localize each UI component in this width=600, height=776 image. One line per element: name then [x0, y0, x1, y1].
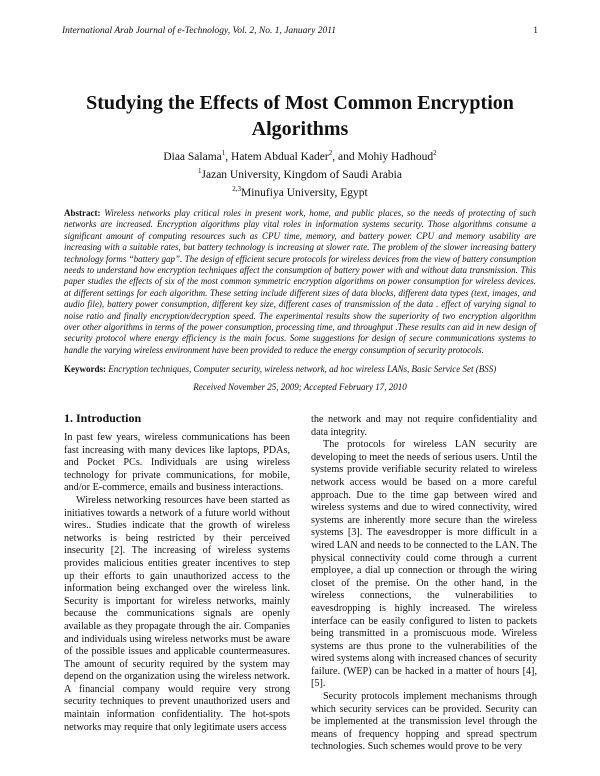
page-number: 1 [533, 26, 538, 36]
abstract-label: Abstract: [64, 208, 101, 218]
paragraph: The protocols for wireless LAN security are developing to meet the needs of serious users. Until the systems provide verifiable security related to wireless network access would be based on a more careful approach. Due to the time gap between wired and wireless systems and due to wired connectivity, wired systems are inherently more secure than the wireless systems [3]. The eavesdropper is more difficult in a wired LAN and needs to be connected to the LAN. The physical connectivity could come through a current employee, a dial up connection or through the wiring closet of the premise. On the other hand, in the wireless connections, the vulnerabilities to eavesdropping is highly increased. The wireless interface can be easily configured to listen to packets being transmitted in a promiscuous mode. Wireless systems are thus prone to the vulnerabilities of the wired systems along with increased chances of security failure. (WEP) can be hacked in a matter of hours [4], [5]. [311, 439, 537, 690]
received-dates: Received November 25, 2009; Accepted February 17, 2010 [193, 382, 407, 392]
keywords-text: Encryption techniques, Computer security, wireless network, ad hoc wireless LANs, Basic Service Set (BSS) [108, 364, 497, 374]
author-name: Diaa Salama [163, 150, 222, 163]
affiliation: Jazan University, Kingdom of Saudi Arabia [201, 168, 402, 181]
author-block [40, 146, 560, 199]
author-affil-mark: 1 [221, 149, 226, 157]
affil-mark: 2,3 [232, 184, 242, 193]
paragraph: Wireless networking resources have been started as initiatives towards a network of a future world without wires.. Studies indicate that the growth of wireless networks is being restricted by their perceived insecurity [2]. The increasing of wireless systems provides malicious entities greater incentives to step up their efforts to gain unauthorized access to the information being exchanged over the wireless link. Security is important for wireless networks, mainly because the communications signals are openly available as they propagate through the air. Companies and individuals using wireless networks must be aware of the possible issues and applicable countermeasures. The amount of security required by the system may depend on the organization using the wireless network. A financial company would require very strong security techniques to prevent unauthorized users and maintain information confidentiality. The hot-spots networks may require that only legitimate users access [64, 494, 290, 733]
abstract [64, 208, 536, 356]
abstract-text: Wireless networks play critical roles in present work, home, and public places, so the needs of protecting of such networks are increased. Encryption algorithms play vital roles in information systems security. Those algorithms consume a significant amount of computing resources such as CPU time, memory, and battery power. CPU and memory usability are increasing with a suitable rates, but battery technology is increasing at slower rate. The problem of the slower increasing battery technology forms “battery gap”. The design of efficient secure protocols for wireless devices from the view of battery consumption needs to understand how encryption techniques affect the consumption of battery power with and without data transmission. This paper studies the effects of six of the most common symmetric encryption algorithms on power consumption for wireless devices. at different settings for each algorithm. These setting include different sizes of data blocks, different data types (text, images, and audio file), battery power consumption, different key size, different cases of transmission of the data . effect of varying signal to noise ratio and finally encryption/decryption speed. The experimental results show the superiority of two encryption algorithm over other algorithms in terms of the power consumption, processing time, and throughput .These results can aid in new design of security protocol where energy efficiency is the main focus. Some suggestions for design of secure communications systems to handle the varying wireless environment have been provided to reduce the energy consumption of security protocols. [64, 208, 536, 355]
author-line [40, 146, 560, 164]
keywords-label: Keywords: [64, 364, 106, 374]
journal-citation: International Arab Journal of e-Technology, Vol. 2, No. 1, January 2011 [62, 26, 336, 36]
left-column [64, 432, 290, 734]
affiliation-line [40, 182, 560, 200]
affil-mark: 1 [198, 166, 202, 175]
author-name: , Hatem Abdual Kader [225, 150, 329, 163]
paragraph: In past few years, wireless communications has been fast increasing with many devices like laptops, PDAs, and Pocket PCs. Individuals are using wireless technology for private communications, for mobile, and/or E-commerce, emails and business interactions. [64, 432, 290, 494]
affiliation-line [40, 164, 560, 182]
right-column [311, 414, 537, 754]
author-affil-mark: 2 [328, 149, 333, 157]
affiliation: Minufiya University, Egypt [241, 186, 368, 199]
author-name: , and Mohiy Hadhoud [332, 150, 434, 163]
paper-title: Studying the Effects of Most Common Encryption Algorithms [86, 92, 514, 140]
paragraph: Security protocols implement mechanisms through which security services can be provided. Security can be implemented at the transmission level through the means of frequency hopping and spread spectrum technologies. Such schemes would prove to be very [311, 691, 537, 753]
keywords [64, 364, 536, 375]
author-affil-mark: 2 [433, 149, 437, 157]
section-heading: 1. Introduction [64, 411, 142, 425]
running-head [62, 26, 538, 36]
paragraph: the network and may not require confidentiality and data integrity. [311, 414, 537, 438]
